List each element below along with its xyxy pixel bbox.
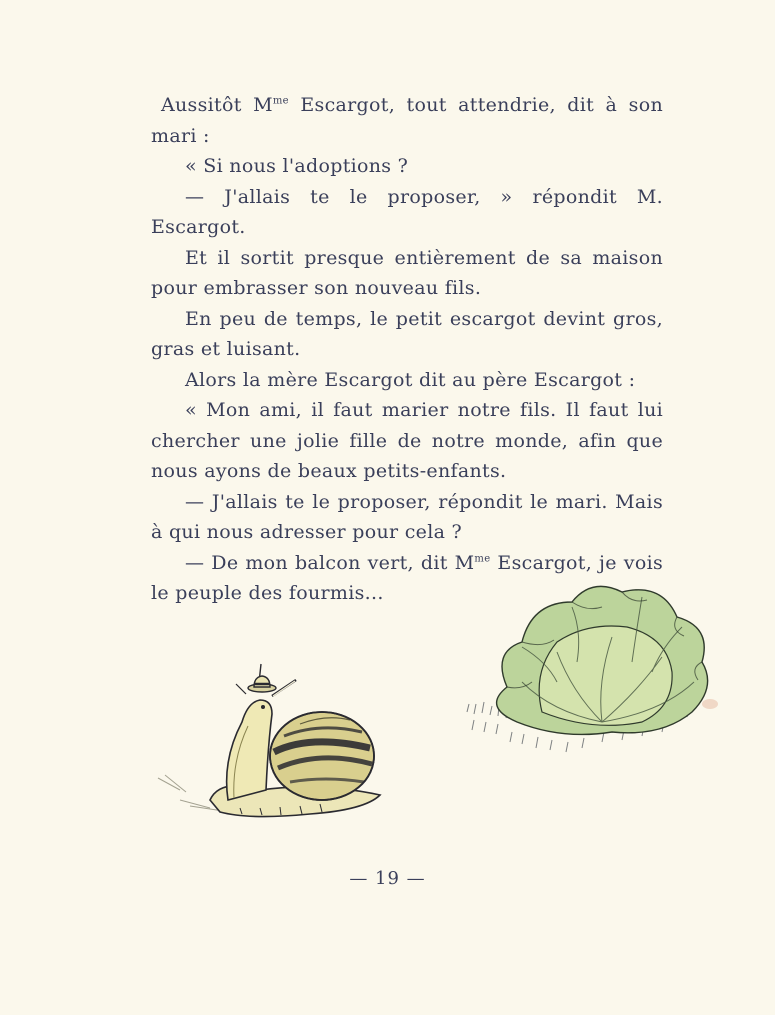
paragraph-3: — J'allais te le proposer, » répondit M. Escargot. — [151, 185, 663, 238]
paragraph-1: Aussitôt $M^{me}$ Escargot, tout attendrie, dit à son mari : — [151, 94, 663, 147]
body-text — [151, 90, 663, 609]
cabbage-illustration — [462, 572, 722, 767]
paragraph-8: — J'allais te le proposer, répondit le mari. Mais à qui nous adresser pour cela ? — [151, 490, 663, 543]
paragraph-6: Alors la mère Escargot dit au père Escargot : — [185, 368, 636, 391]
page-number: — 19 — — [349, 868, 426, 889]
paragraph-2: « Si nous l'adoptions ? — [185, 155, 409, 177]
paragraph-7: « Mon ami, il faut marier notre fils. Il faut lui chercher une jolie fille de notre monde, afin que nous ayons de beaux petits-enfants. — [151, 399, 663, 482]
paragraph-9: — De mon balcon vert, dit $M^{me}$ Escargot, je vois le peuple des fourmis... — [151, 551, 663, 604]
snail-illustration — [150, 650, 390, 825]
paragraph-4: Et il sortit presque entièrement de sa maison pour embrasser son nouveau fils. — [151, 246, 663, 299]
paragraph-5: En peu de temps, le petit escargot devint gros, gras et luisant. — [151, 307, 663, 360]
